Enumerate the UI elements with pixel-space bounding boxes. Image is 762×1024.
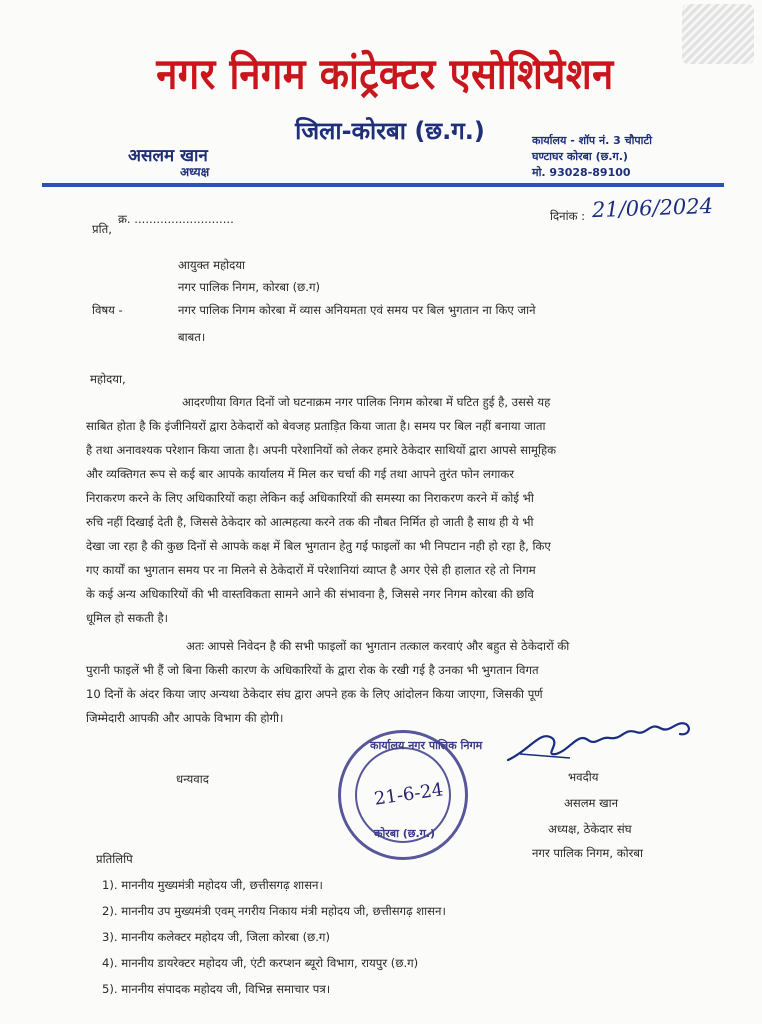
body-line: साबित होता है कि इंजीनियरों द्वारा ठेकेदारों को बेवजह प्रताड़ित किया जाता है। समय पर बिल नहीं बनाया जाता xyxy=(86,419,546,433)
body-line: आदरणीया विगत दिनों जो घटनाक्रम नगर पालिक निगम कोरबा में घटित हुई है, उससे यह xyxy=(182,395,551,409)
body-line: धूमिल हो सकती है। xyxy=(86,611,169,625)
recipient-title: आयुक्त महोदया xyxy=(178,258,246,272)
prati-label: प्रति, xyxy=(92,222,112,236)
handwritten-date: 21/06/2024 xyxy=(591,193,714,223)
body-line: निराकरण करने के लिए अधिकारियों कहा लेकिन कई अधिकारियों की समस्या का निराकरण करने में कोई भी xyxy=(86,491,534,505)
copy-item: 2). माननीय उप मुख्यमंत्री एवम् नगरीय निकाय मंत्री महोदय जी, छत्तीसगढ़ शासन। xyxy=(102,904,446,918)
office-line: कार्यालय - शॉप नं. 3 चौपाटी xyxy=(532,134,652,147)
subject-label: विषय - xyxy=(92,303,123,317)
body-line: और व्यक्तिगत रूप से कई बार आपके कार्यालय में मिल कर चर्चा की गई तथा आपने तुरंत फोन लगाकर xyxy=(86,467,515,481)
signer-title: अध्यक्ष, ठेकेदार संघ xyxy=(548,822,632,836)
body-line: के कई अन्य अधिकारियों की भी वास्तविकता सामने आने की संभावना है, जिससे नगर निगम कोरबा की छवि xyxy=(86,587,534,601)
body-line: है तथा अनावश्यक परेशान किया जाता है। अपनी परेशानियों को लेकर हमारे ठेकेदार साथियों द्वारा आपसे सामूहिक xyxy=(86,443,557,457)
signer-name: असलम खान xyxy=(564,796,619,810)
salutation: महोदया, xyxy=(90,372,126,386)
yours-faithfully: भवदीय xyxy=(568,770,599,784)
copy-item: 4). माननीय डायरेक्टर महोदय जी, एंटी करप्शन ब्यूरो विभाग, रायपुर (छ.ग) xyxy=(102,956,419,970)
body-paragraph xyxy=(86,390,668,630)
request-line: पुरानी फाइलें भी हैं जो बिना किसी कारण के अधिकारियों के द्वारा रोक के रखी गई है उनका भी भुगतान विगत xyxy=(86,663,539,677)
stamp-date: 21-6-24 xyxy=(372,779,445,810)
stamp-top-text: कार्यालय नगर पालिक निगम xyxy=(370,739,483,752)
signature-image xyxy=(500,710,700,770)
body-line: गए कार्यों का भुगतान समय पर ना मिलने से ठेकेदारों में परेशानियां व्याप्त है अगर ऐसे ही हालात रहे तो निगम xyxy=(86,563,536,577)
reference-number: क्र. ........................... xyxy=(118,212,234,226)
request-line: अतः आपसे निवेदन है की सभी फाइलों का भुगतान तत्काल करवाएं और बहुत से ठेकेदारों की xyxy=(186,639,570,653)
district-heading: जिला-कोरबा (छ.ग.) xyxy=(295,117,485,145)
thanks-text: धन्यवाद xyxy=(176,772,209,786)
request-line: 10 दिनों के अंदर किया जाए अन्यथा ठेकेदार संघ द्वारा अपने हक के लिए आंदोलन किया जाएगा, जिसकी पूर्ण xyxy=(86,687,543,701)
president-name: असलम खान xyxy=(128,146,208,166)
office-line: घण्टाघर कोरबा (छ.ग.) xyxy=(532,150,628,163)
copies-label: प्रतिलिपि xyxy=(96,852,133,866)
organization-name: नगर निगम कांट्रेक्टर एसोशियेशन xyxy=(156,49,614,99)
request-line: जिम्मेदारी आपकी और आपके विभाग की होगी। xyxy=(86,711,284,725)
signer-organization: नगर पालिक निगम, कोरबा xyxy=(532,846,643,860)
body-line: रुचि नहीं दिखाई देती है, जिससे ठेकेदार को आत्महत्या करने तक की नौबत निर्मित हो जाती है साथ ही ये भी xyxy=(86,515,534,529)
body-line: देखा जा रहा है की कुछ दिनों से आपके कक्ष में बिल भुगतान हेतु गई फाइलों का भी निपटान नही हो रहा है, किए xyxy=(86,539,551,553)
office-phone: मो. 93028-89100 xyxy=(532,166,631,179)
copy-item: 3). माननीय कलेक्टर महोदय जी, जिला कोरबा (छ.ग) xyxy=(102,930,330,944)
president-title: अध्यक्ष xyxy=(180,165,210,179)
subject-line: बाबत। xyxy=(178,330,206,344)
stamp-bottom-text: कोरबा (छ.ग.) xyxy=(374,827,436,840)
office-address xyxy=(532,133,652,181)
subject-line: नगर पालिक निगम कोरबा में व्यास अनियमता एवं समय पर बिल भुगतान ना किए जाने xyxy=(178,303,536,317)
copy-item: 5). माननीय संपादक महोदय जी, विभिन्न समाचार पत्र। xyxy=(102,982,331,996)
recipient-office: नगर पालिक निगम, कोरबा (छ.ग) xyxy=(178,280,321,294)
copy-item: 1). माननीय मुख्यमंत्री महोदय जी, छत्तीसगढ़ शासन। xyxy=(102,878,323,892)
date-label: दिनांक : xyxy=(550,209,586,223)
letterhead-divider xyxy=(42,183,724,187)
